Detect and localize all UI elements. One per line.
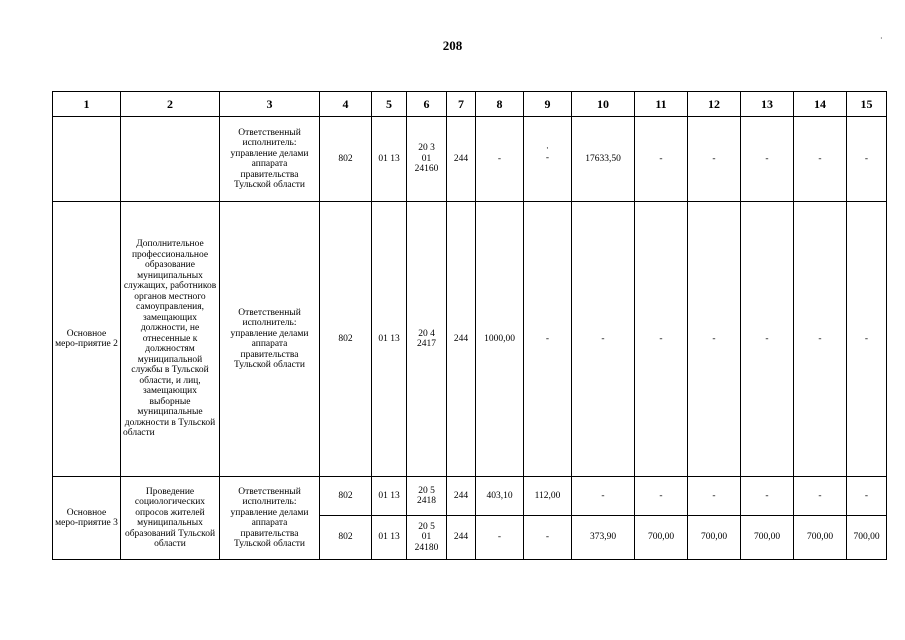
cell-value: - bbox=[688, 117, 741, 202]
cell-value: - bbox=[794, 477, 847, 516]
cell-code-grbs: 802 bbox=[320, 477, 372, 516]
cell-code-vr: 244 bbox=[447, 202, 476, 477]
cell-code-rz: 01 13 bbox=[372, 477, 407, 516]
cell-value: 403,10 bbox=[476, 477, 524, 516]
code-csr-part: 2418 bbox=[417, 496, 436, 506]
cell-value bbox=[524, 117, 572, 202]
header-col-7: 7 bbox=[447, 92, 476, 117]
table-row bbox=[53, 202, 887, 477]
code-csr-part: 20 5 bbox=[418, 485, 435, 496]
cell-code-rz: 01 13 bbox=[372, 516, 407, 560]
code-csr-part: 20 4 bbox=[418, 328, 435, 339]
header-col-4: 4 bbox=[320, 92, 372, 117]
table-row bbox=[53, 477, 887, 516]
cell-value: - bbox=[847, 477, 887, 516]
cell-value: 112,00 bbox=[524, 477, 572, 516]
cell-value: - bbox=[476, 117, 524, 202]
cell-value: - bbox=[741, 202, 794, 477]
budget-table bbox=[52, 91, 887, 560]
code-csr-part: 2417 bbox=[417, 339, 436, 349]
header-col-11: 11 bbox=[635, 92, 688, 117]
cell-value: - bbox=[524, 516, 572, 560]
cell-value: 700,00 bbox=[688, 516, 741, 560]
cell-executor: Ответственный исполнитель: управление делами аппарата правительства Тульской области bbox=[220, 202, 320, 477]
header-col-3: 3 bbox=[220, 92, 320, 117]
cell-code-csr bbox=[407, 477, 447, 516]
header-col-13: 13 bbox=[741, 92, 794, 117]
cell-value: - bbox=[741, 117, 794, 202]
cell-value: 17633,50 bbox=[572, 117, 635, 202]
cell-value: 1000,00 bbox=[476, 202, 524, 477]
cell-value: - bbox=[572, 477, 635, 516]
cell-code-vr: 244 bbox=[447, 117, 476, 202]
code-csr-part: 24160 bbox=[414, 164, 439, 175]
code-csr-part: 20 5 bbox=[418, 521, 435, 532]
cell-activity: Основное меро-приятие 3 bbox=[53, 477, 121, 560]
cell-value: - bbox=[635, 477, 688, 516]
cell-code-grbs: 802 bbox=[320, 516, 372, 560]
table-row bbox=[53, 117, 887, 202]
code-csr-part: 24180 bbox=[414, 542, 439, 553]
cell-value: - bbox=[847, 202, 887, 477]
header-col-5: 5 bbox=[372, 92, 407, 117]
code-csr-part: 20 3 bbox=[418, 143, 435, 154]
cell-value: - bbox=[572, 202, 635, 477]
cell-value: - bbox=[635, 117, 688, 202]
cell-code-csr bbox=[407, 202, 447, 477]
cell-activity: Основное меро-приятие 2 bbox=[53, 202, 121, 477]
cell-description bbox=[121, 117, 220, 202]
header-col-2: 2 bbox=[121, 92, 220, 117]
header-col-15: 15 bbox=[847, 92, 887, 117]
cell-value: - bbox=[794, 117, 847, 202]
cell-value: - bbox=[476, 516, 524, 560]
cell-value: - bbox=[847, 117, 887, 202]
cell-code-csr bbox=[407, 117, 447, 202]
page-number: 208 bbox=[442, 38, 463, 53]
cell-code-rz: 01 13 bbox=[372, 117, 407, 202]
cell-value: - bbox=[741, 477, 794, 516]
cell-code-vr: 244 bbox=[447, 516, 476, 560]
cell-value: 700,00 bbox=[847, 516, 887, 560]
cell-value: - bbox=[794, 202, 847, 477]
cell-value-text: - bbox=[545, 152, 550, 163]
cell-code-vr: 244 bbox=[447, 477, 476, 516]
cell-code-grbs: 802 bbox=[320, 202, 372, 477]
stray-mark: · bbox=[545, 143, 550, 154]
cell-description: Дополнительное профессиональное образование муниципальных служащих, работников органов местного самоуправления, замещающих должности, не отнесенные к должностям муниципальной службы в Тульской области, и лиц, замещающих выборные муниципальные должности в Тульской области bbox=[121, 202, 220, 477]
cell-value: 700,00 bbox=[794, 516, 847, 560]
cell-executor: Ответственный исполнитель: управление делами аппарата правительства Тульской области bbox=[220, 117, 320, 202]
code-csr-part: 01 bbox=[421, 153, 432, 164]
code-csr-part: 01 bbox=[421, 532, 432, 543]
cell-value: - bbox=[688, 477, 741, 516]
header-col-12: 12 bbox=[688, 92, 741, 117]
cell-value: 700,00 bbox=[635, 516, 688, 560]
cell-value: - bbox=[524, 202, 572, 477]
header-col-6: 6 bbox=[407, 92, 447, 117]
header-row bbox=[53, 92, 887, 117]
cell-executor: Ответственный исполнитель: управление делами аппарата правительства Тульской области bbox=[220, 477, 320, 560]
header-col-8: 8 bbox=[476, 92, 524, 117]
cell-value: 373,90 bbox=[572, 516, 635, 560]
cell-activity bbox=[53, 117, 121, 202]
cell-value: 700,00 bbox=[741, 516, 794, 560]
cell-value: - bbox=[688, 202, 741, 477]
header-col-1: 1 bbox=[53, 92, 121, 117]
header-col-9: 9 bbox=[524, 92, 572, 117]
cell-value: - bbox=[635, 202, 688, 477]
header-col-10: 10 bbox=[572, 92, 635, 117]
corner-mark: · bbox=[880, 34, 883, 43]
header-col-14: 14 bbox=[794, 92, 847, 117]
cell-description: Проведение социологических опросов жителей муниципальных образований Тульской области bbox=[121, 477, 220, 560]
cell-code-csr bbox=[407, 516, 447, 560]
cell-code-grbs: 802 bbox=[320, 117, 372, 202]
cell-code-rz: 01 13 bbox=[372, 202, 407, 477]
